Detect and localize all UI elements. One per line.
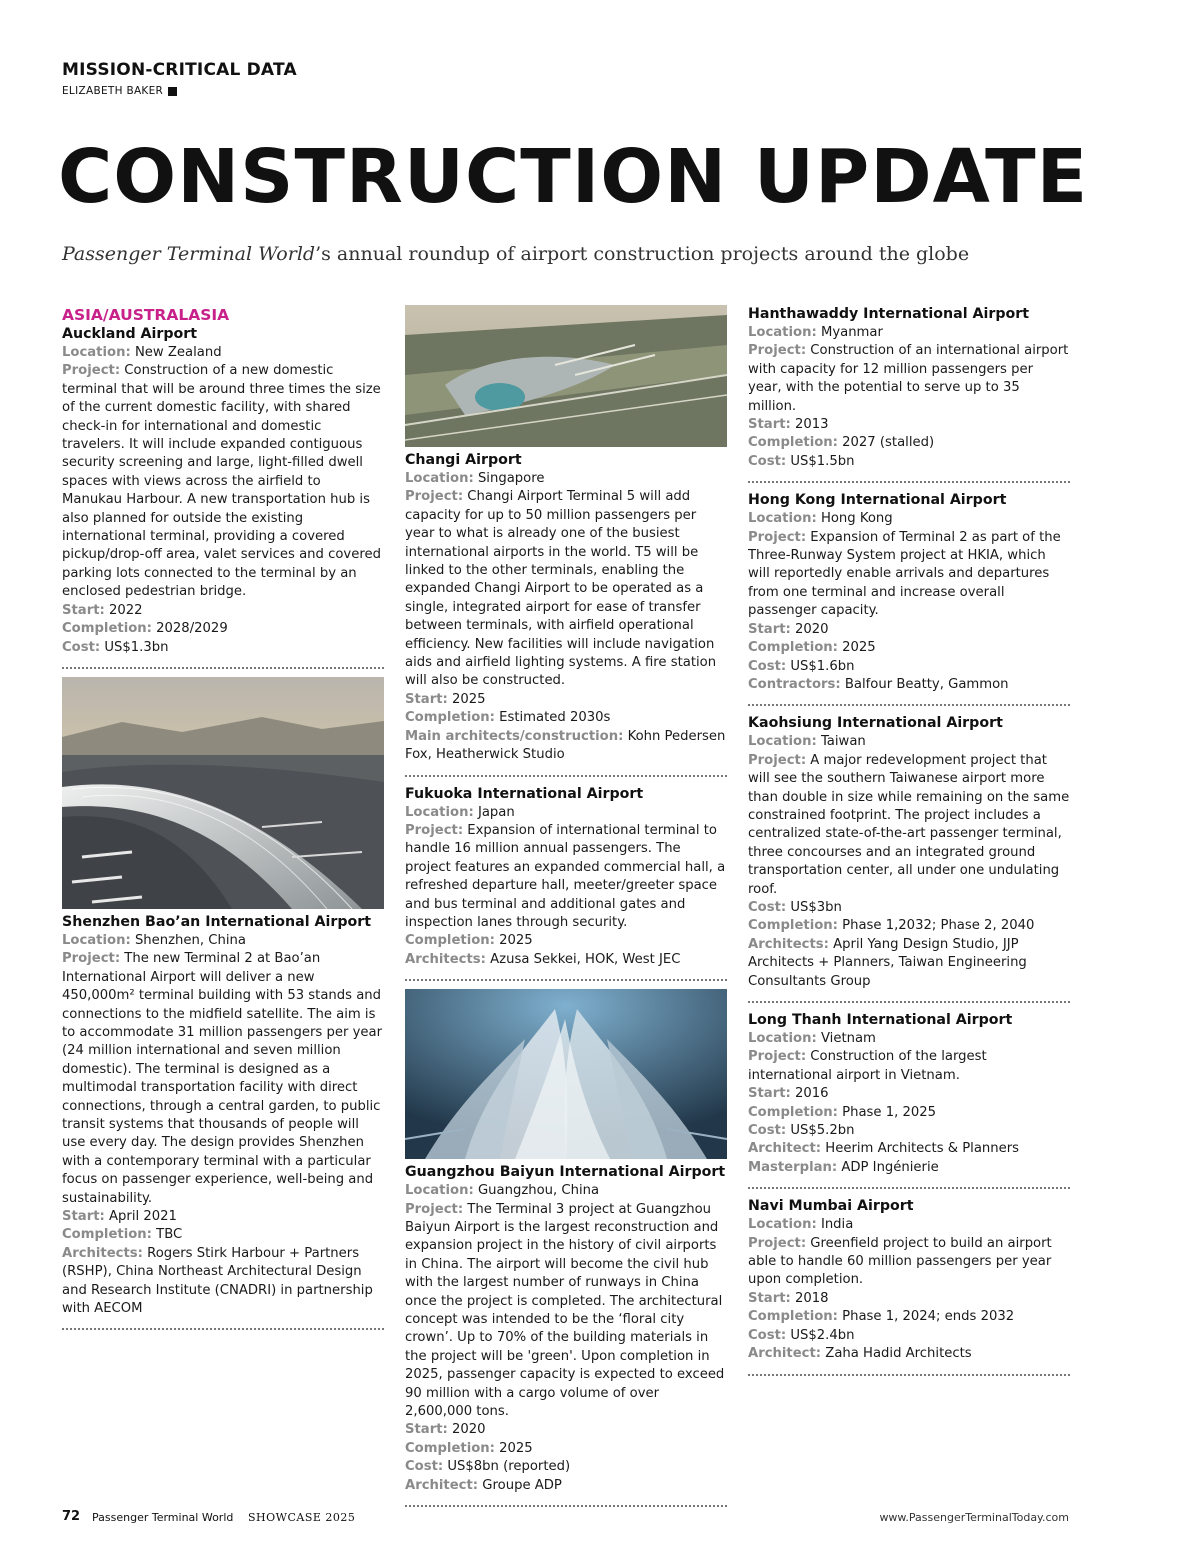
field-start: Start: 2025 bbox=[405, 691, 486, 707]
project-name: Hanthawaddy International Airport bbox=[748, 306, 1030, 322]
field-cost: Cost: US$1.6bn bbox=[748, 658, 855, 674]
field-start: Start: 2013 bbox=[748, 417, 829, 433]
field-architects: Architects: April Yang Design Studio, JJP Architects + Planners, Taiwan Engineering Consultants Group bbox=[748, 936, 1027, 989]
field-completion: Completion: TBC bbox=[62, 1227, 183, 1243]
shenzhen-terminal-photo bbox=[62, 677, 384, 909]
field-location: Location: Hong Kong bbox=[748, 511, 893, 527]
issue-label: SHOWCASE 2025 bbox=[248, 1511, 356, 1524]
author-byline bbox=[62, 85, 177, 97]
field-start: Start: 2020 bbox=[748, 621, 829, 637]
field-project: Project: Construction of a new domestic terminal that will be around three times the size of the current domestic facility, with shared check-in for international and domestic travelers. It will include expanded contiguous security screening and large, light-filled dwell spaces with views across the airfield to Manukau Harbour. A new transportation hub is also planned for outside the existing international terminal, providing a covered pickup/drop-off area, valet services and covered parking lots connected to the terminal by an enclosed pedestrian bridge. bbox=[62, 363, 381, 600]
field-start: Start: 2016 bbox=[748, 1086, 829, 1102]
changi-terminal-photo bbox=[405, 305, 727, 447]
square-icon bbox=[168, 87, 177, 96]
region-heading: ASIA/AUSTRALASIA bbox=[62, 306, 230, 324]
field-start: Start: 2018 bbox=[748, 1290, 829, 1306]
field-main-architects: Main architects/construction: Kohn Pedersen Fox, Heatherwick Studio bbox=[405, 728, 726, 763]
field-contractors: Contractors: Balfour Beatty, Gammon bbox=[748, 676, 1009, 692]
project-name: Navi Mumbai Airport bbox=[748, 1198, 914, 1215]
project-name: Kaohsiung International Airport bbox=[748, 715, 1003, 732]
dotted-divider bbox=[748, 481, 1070, 483]
column-2 bbox=[405, 305, 727, 1515]
field-project: Project: Greenfield project to build an airport able to handle 60 million passengers per year upon completion. bbox=[748, 1235, 1052, 1288]
field-completion: Completion: 2028/2029 bbox=[62, 621, 228, 637]
magazine-name: Passenger Terminal World bbox=[92, 1511, 234, 1524]
field-start: Start: 2022 bbox=[62, 602, 143, 618]
project-name: Changi Airport bbox=[405, 452, 522, 468]
field-masterplan: Masterplan: ADP Ingénierie bbox=[748, 1159, 939, 1175]
field-architects: Architects: Rogers Stirk Harbour + Partners (RSHP), China Northeast Architectural Design and Research Institute (CNADRI) in partnership with AECOM bbox=[62, 1245, 373, 1317]
page-subtitle bbox=[62, 243, 969, 265]
section-label: MISSION-CRITICAL DATA bbox=[62, 60, 297, 80]
field-completion: Completion: 2025 bbox=[748, 640, 876, 656]
page-title: CONSTRUCTION UPDATE bbox=[58, 134, 1089, 220]
field-project: Project: Changi Airport Terminal 5 will add capacity for up to 50 million passengers per year to what is already one of the busiest international airports in the world. T5 will be linked to the other terminals, enabling the expanded Changi Airport to be operated as a single, integrated airport for ease of transfer between terminals, with airfield operational efficiency. New facilities will include navigation aids and airfield lighting systems. A fire station will also be constructed. bbox=[405, 489, 717, 689]
website-link[interactable]: www.PassengerTerminalToday.com bbox=[879, 1511, 1069, 1524]
dotted-divider bbox=[405, 979, 727, 981]
field-project: Project: Expansion of international terminal to handle 16 million annual passengers. The project features an expanded commercial hall, a refreshed departure hall, meeter/greeter space and bus terminal and additional gates and inspection lanes through security. bbox=[405, 822, 726, 930]
field-location: Location: New Zealand bbox=[62, 345, 222, 360]
field-completion: Completion: Phase 1, 2025 bbox=[748, 1104, 937, 1120]
field-cost: Cost: US$8bn (reported) bbox=[405, 1459, 571, 1475]
dotted-divider bbox=[62, 1328, 384, 1330]
field-cost: Cost: US$5.2bn bbox=[748, 1123, 855, 1139]
author-name: ELIZABETH BAKER bbox=[62, 85, 164, 97]
dotted-divider bbox=[405, 775, 727, 777]
project-name: Auckland Airport bbox=[62, 326, 198, 342]
field-completion: Completion: Phase 1,2032; Phase 2, 2040 bbox=[748, 918, 1035, 934]
dotted-divider bbox=[748, 1187, 1070, 1189]
field-project: Project: Expansion of Terminal 2 as part of the Three-Runway System project at HKIA, which will reportedly enable arrivals and departures from one terminal and increase overall passenger capacity. bbox=[748, 529, 1061, 619]
guangzhou-terminal-photo bbox=[405, 989, 727, 1159]
field-location: Location: India bbox=[748, 1217, 854, 1233]
field-location: Location: Taiwan bbox=[748, 734, 866, 750]
project-name: Shenzhen Bao’an International Airport bbox=[62, 913, 372, 930]
project-name: Fukuoka International Airport bbox=[405, 785, 644, 802]
field-completion: Completion: 2025 bbox=[405, 933, 533, 949]
page-number: 72 bbox=[62, 1509, 81, 1524]
field-project: Project: Construction of an international airport with capacity for 12 million passengers per year, with the potential to serve up to 35 million. bbox=[748, 343, 1069, 414]
field-completion: Completion: 2027 (stalled) bbox=[748, 435, 935, 451]
field-architects: Architects: Azusa Sekkei, HOK, West JEC bbox=[405, 951, 681, 967]
field-start: Start: 2020 bbox=[405, 1422, 486, 1438]
field-location: Location: Guangzhou, China bbox=[405, 1183, 600, 1199]
field-completion: Completion: 2025 bbox=[405, 1440, 533, 1456]
field-location: Location: Singapore bbox=[405, 471, 545, 486]
subtitle-text: ’s annual roundup of airport construction projects around the globe bbox=[315, 243, 970, 265]
project-name: Hong Kong International Airport bbox=[748, 492, 1007, 509]
field-location: Location: Shenzhen, China bbox=[62, 932, 246, 948]
field-cost: Cost: US$1.3bn bbox=[62, 639, 169, 655]
column-3 bbox=[748, 305, 1070, 1384]
dotted-divider bbox=[748, 704, 1070, 706]
project-name: Guangzhou Baiyun International Airport bbox=[405, 1164, 726, 1181]
field-location: Location: Japan bbox=[405, 804, 515, 820]
field-project: Project: Construction of the largest international airport in Vietnam. bbox=[748, 1049, 987, 1083]
field-cost: Cost: US$3bn bbox=[748, 899, 842, 915]
field-project: Project: A major redevelopment project that will see the southern Taiwanese airport more than double in size while remaining on the same constrained footprint. The project includes a centralized state-of-the-art passenger terminal, three concourses and an integrated ground transportation center, all under one undulating roof. bbox=[748, 752, 1070, 897]
field-architect: Architect: Zaha Hadid Architects bbox=[748, 1346, 972, 1362]
field-location: Location: Myanmar bbox=[748, 325, 883, 340]
field-project: Project: The Terminal 3 project at Guangzhou Baiyun Airport is the largest reconstruction and expansion project in the history of civil airports in China. The airport will become the civil hub with the largest number of runways in China once the project is completed. The architectural concept was intended to be the ‘floral city crown’. Up to 70% of the building materials in the project will be 'green'. Upon completion in 2025, passenger capacity is expected to exceed 90 million with a cargo volume of over 2,600,000 tons. bbox=[405, 1201, 725, 1420]
column-1 bbox=[62, 305, 384, 1338]
dotted-divider bbox=[405, 1505, 727, 1507]
field-architect: Architect: Groupe ADP bbox=[405, 1477, 562, 1493]
field-completion: Completion: Estimated 2030s bbox=[405, 710, 611, 726]
field-completion: Completion: Phase 1, 2024; ends 2032 bbox=[748, 1309, 1015, 1325]
field-project: Project: The new Terminal 2 at Bao’an International Airport will deliver a new 450,000m² terminal building with 53 stands and connections to the midfield satellite. The aim is to accommodate 31 million passengers per year (24 million international and seven million domestic). The terminal is designed as a multimodal transportation facility with direct connections, through a central garden, to public transit systems that thousands of people will use every day. The design provides Shenzhen with a contemporary terminal with a particular focus on passenger experience, well-being and sustainability. bbox=[62, 951, 383, 1206]
field-location: Location: Vietnam bbox=[748, 1031, 876, 1046]
field-architect: Architect: Heerim Architects & Planners bbox=[748, 1141, 1020, 1157]
field-cost: Cost: US$1.5bn bbox=[748, 453, 855, 469]
dotted-divider bbox=[748, 1374, 1070, 1376]
dotted-divider bbox=[62, 667, 384, 669]
field-start: Start: April 2021 bbox=[62, 1209, 177, 1224]
subtitle-magazine: Passenger Terminal World bbox=[62, 243, 316, 265]
project-name: Long Thanh International Airport bbox=[748, 1012, 1013, 1028]
dotted-divider bbox=[748, 1001, 1070, 1003]
field-cost: Cost: US$2.4bn bbox=[748, 1327, 855, 1343]
